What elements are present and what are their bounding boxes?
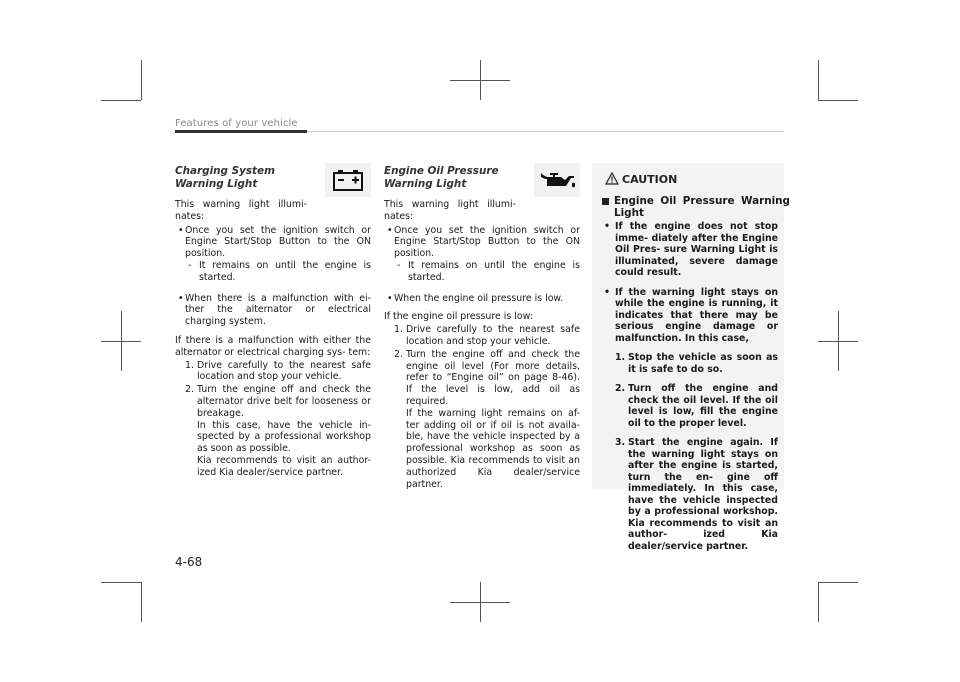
oil-can-icon <box>534 163 580 197</box>
crop-mark <box>450 80 510 81</box>
caution-bullet-stays-on: • If the warning light stays on while the engine is running, it indicates that there may be serious engine damage or malfunction. In this case, 1. Stop the vehicle as soon as it is safe to do so. 2. Turn off the engine and check the oil level. If the oil level is low, fill the engine oil to the proper level. 3. Start the engine again. If the warning light stays on after the engine is started, turn the en- gine off immediately. In this case, have the vehicle inspected by a professional workshop. Kia recommends to visit an author- ized Kia dealer/service partner. <box>602 287 778 553</box>
charging-intro-line1: This warning light illumi- <box>175 199 307 210</box>
oil-lead: If the engine oil pressure is low: <box>384 311 533 323</box>
crop-mark <box>101 100 141 101</box>
caution-step-3: 3. Start the engine again. If the warning light stays on after the engine is started, turn the en- gine off immediately. In this case, have the vehicle inspected by a professional workshop. Kia recommends to visit an author- ized Kia dealer/service partner. <box>615 437 778 552</box>
caution-body <box>602 221 778 560</box>
crop-mark <box>141 60 142 100</box>
caution-step-1: 1. Stop the vehicle as soon as it is safe to do so. <box>615 352 778 375</box>
charging-step-1: 1. Drive carefully to the nearest safe location and stop your vehicle. <box>185 359 371 383</box>
charging-step-2: 2. Turn the engine off and check the alternator drive belt for looseness or breakage. In this case, have the vehicle in- spected by a professional workshop as soon as possible. Kia recommends to visit an author- ized Kia dealer/service partner. <box>185 384 371 478</box>
caution-heading: CAUTION <box>605 172 677 186</box>
caution-step-2: 2. Turn off the engine and check the oil level. If the oil level is low, fill the engine oil to the proper level. <box>615 383 778 429</box>
oil-bullet-ignition: • Once you set the ignition switch or Engine Start/Stop Button to the ON position. <box>384 225 580 260</box>
crop-mark <box>101 341 141 342</box>
oil-bullet-sub: - It remains on until the engine is started. <box>384 260 580 284</box>
charging-lead: If there is a malfunction with either the alternator or electrical charging sys- tem: <box>175 334 371 358</box>
section-header: Features of your vehicle <box>175 118 298 129</box>
warning-triangle-icon <box>605 172 619 185</box>
header-bar <box>175 130 307 133</box>
charging-title: Charging System Warning Light <box>175 165 275 190</box>
charging-bullet-malfunction: • When there is a malfunction with ei- ther the alternator or electrical charging system. <box>175 293 371 328</box>
crop-mark <box>101 582 141 583</box>
oil-title: Engine Oil Pressure Warning Light <box>384 165 499 190</box>
caution-bullet-damage: • If the engine does not stop imme- diately after the Engine Oil Pres- sure Warning Light is illuminated, severe damage could result. <box>602 221 778 279</box>
charging-intro-line2: nates: <box>175 210 205 222</box>
crop-mark <box>450 602 510 603</box>
crop-mark <box>818 341 858 342</box>
oil-section <box>384 163 580 490</box>
crop-mark <box>818 60 819 100</box>
battery-icon <box>325 163 371 197</box>
oil-intro-line1: This warning light illumi- <box>384 199 516 210</box>
crop-mark <box>818 100 858 101</box>
oil-intro-line2: nates: <box>384 210 414 222</box>
crop-mark <box>141 582 142 622</box>
caution-subtitle: Engine Oil Pressure Warning Light <box>602 195 790 219</box>
crop-mark <box>818 582 819 622</box>
crop-mark <box>818 582 858 583</box>
header-rule <box>307 131 784 132</box>
charging-bullet-sub: - It remains on until the engine is started. <box>175 260 371 284</box>
charging-bullet-ignition: • Once you set the ignition switch or Engine Start/Stop Button to the ON position. <box>175 225 371 260</box>
oil-step-2: 2. Turn the engine off and check the engine oil level (For more details, refer to “Engine oil” on page 8-46). If the level is low, add oil as required. If the warning light remains on af- ter adding oil or if oil is not availa- ble, have the vehicle inspected by a professional workshop as soon as possible. Kia recommends to visit an authorized Kia dealer/service partner. <box>394 348 580 490</box>
caution-box <box>592 163 790 552</box>
page-number: 4-68 <box>175 555 203 569</box>
oil-step-1: 1. Drive carefully to the nearest safe location and stop your vehicle. <box>394 324 580 347</box>
oil-bullet-pressure: • When the engine oil pressure is low. <box>384 293 580 305</box>
charging-section <box>175 163 371 479</box>
